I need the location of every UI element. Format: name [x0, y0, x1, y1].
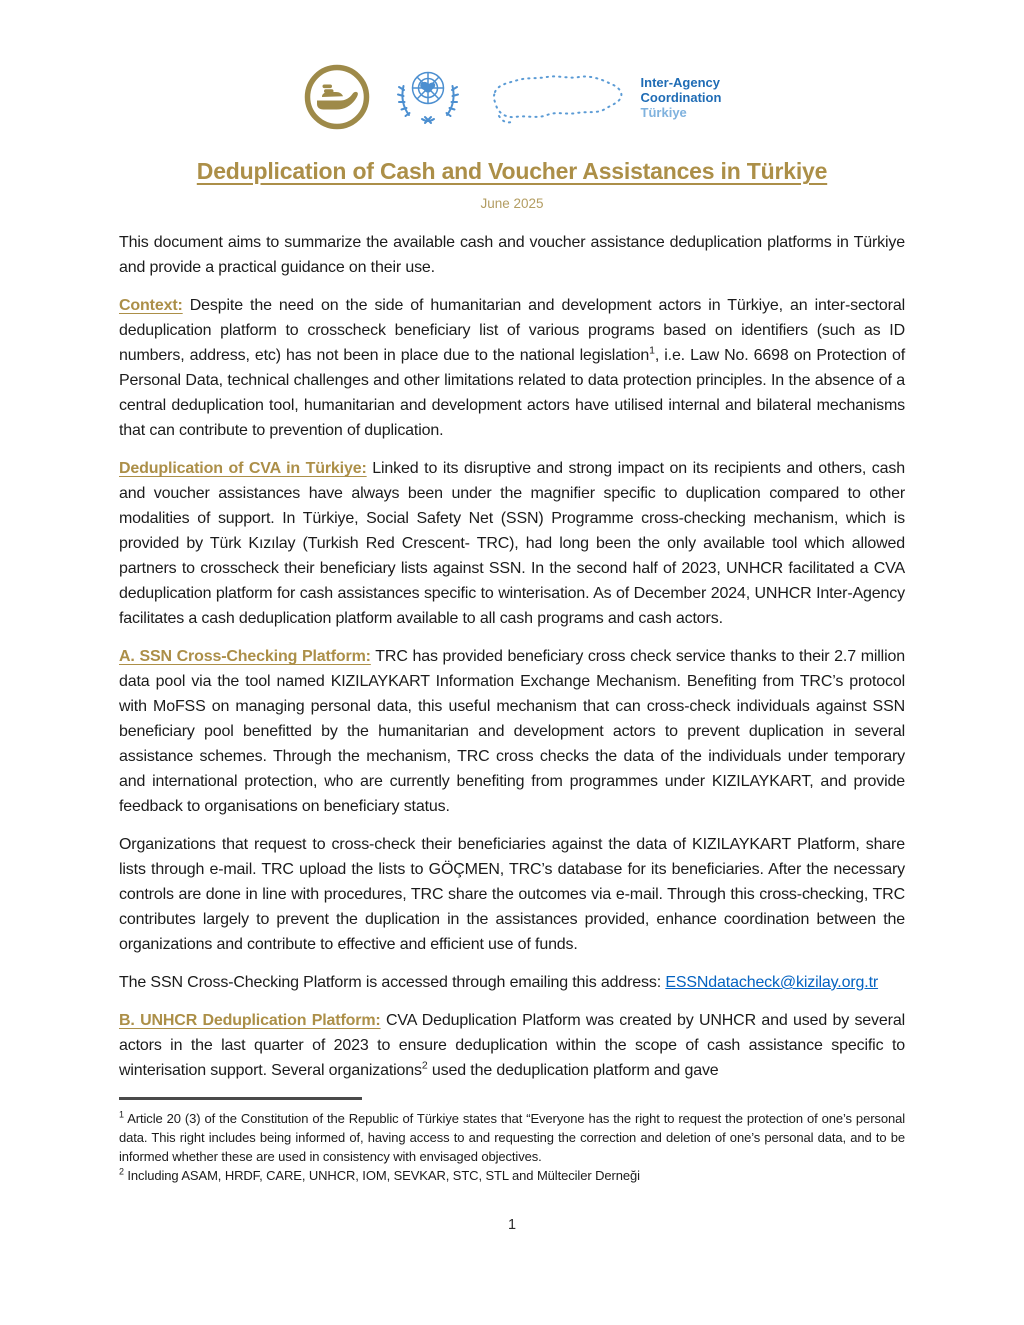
ssn-access-text: The SSN Cross-Checking Platform is accessed through emailing this address:	[119, 974, 666, 991]
footnote-2	[119, 1166, 905, 1185]
header-logos	[119, 50, 905, 144]
ssn-access-paragraph	[119, 970, 905, 995]
turkiye-map-icon	[485, 60, 631, 134]
footnote-2-marker: 2	[119, 1166, 124, 1177]
interagency-coordination-logo	[485, 60, 722, 134]
essn-datacheck-email-link[interactable]: ESSNdatacheck@kizilay.org.tr	[665, 974, 879, 991]
document-date: June 2025	[480, 196, 544, 211]
organizations-paragraph	[119, 832, 905, 957]
section-a-text: TRC has provided beneficiary cross check service thanks to their 2.7 million data pool via the tool named KIZILAYKART Information Exchange Mechanism. Benefiting from TRC’s protocol with MoFSS on managing personal data, this useful mechanism that can cross-check individuals against SSN beneficiary pool benefitted by the humanitarian and development actors to prevent duplication in several assistance schemes. Through the mechanism, TRC cross checks the data of the individuals under temporary and international protection, who are currently benefiting from programmes under KIZILAYKART, and provide feedback to organisations on beneficiary status.	[119, 648, 905, 815]
page-number: 1	[507, 1217, 517, 1233]
section-a-heading: A. SSN Cross-Checking Platform:	[119, 648, 371, 665]
cash-assistance-logo	[303, 63, 371, 131]
context-text: Despite the need on the side of humanitarian and development actors in Türkiye, an inter-sectoral deduplication platform to crosscheck beneficiary list of various programs based on identifiers (such as ID numbers, address, etc) has not been in place due to the national legislation	[119, 297, 905, 364]
interagency-line1: Inter-Agency	[640, 74, 721, 90]
section-b-text-cont: used the deduplication platform and gave	[427, 1062, 719, 1079]
intro-text: This document aims to summarize the available cash and voucher assistance deduplication platforms in Türkiye and provide a practical guidance on their use.	[119, 234, 905, 276]
context-text-cont: , i.e. Law No. 6698 on Protection of Personal Data, technical challenges and other limitations related to data protection principles. In the absence of a central deduplication tool, humanitarian and development actors have utilised internal and bilateral mechanisms that can contribute to prevention of duplication.	[119, 347, 905, 439]
document-title: Deduplication of Cash and Voucher Assistances in Türkiye	[196, 158, 828, 184]
footnote-divider	[119, 1097, 362, 1100]
section-a-paragraph	[119, 644, 905, 819]
united-nations-logo	[395, 61, 461, 133]
dedup-cva-heading: Deduplication of CVA in Türkiye:	[119, 460, 367, 477]
intro-paragraph	[119, 230, 905, 280]
context-heading: Context:	[119, 297, 183, 314]
interagency-coordination-text	[641, 75, 722, 120]
footnote-1-marker: 1	[119, 1109, 124, 1120]
footnote-ref-1: 1	[649, 344, 655, 357]
organizations-text: Organizations that request to cross-check their beneficiaries against the data of KIZILAYKART Platform, share lists through e-mail. TRC upload the lists to GÖÇMEN, TRC’s database for its beneficiaries. After the necessary controls are done in line with procedures, TRC share the outcomes via e-mail. Through this cross-checking, TRC contributes largely to prevent the duplication in the assistances provided, enhance coordination between the organizations and contribute to effective and efficient use of funds.	[119, 836, 905, 953]
footnote-1	[119, 1109, 905, 1166]
footnote-ref-2: 2	[421, 1059, 428, 1072]
dedup-cva-text: Linked to its disruptive and strong impact on its recipients and others, cash and voucher assistances have always been under the magnifier specific to duplication compared to other modalities of support. In Türkiye, Social Safety Net (SSN) Programme cross-checking mechanism, which is provided by Türk Kızılay (Turkish Red Crescent- TRC), had long been the only available tool which allowed partners to crosscheck their beneficiary lists against SSN. In the second half of 2023, UNHCR facilitated a CVA deduplication platform for cash assistances specific to winterisation. As of December 2024, UNHCR Inter-Agency facilitates a cash deduplication platform available to all cash programs and cash actors.	[119, 460, 905, 627]
interagency-line2: Coordination	[640, 89, 722, 105]
context-paragraph	[119, 293, 905, 443]
dedup-cva-paragraph	[119, 456, 905, 631]
section-b-paragraph	[119, 1008, 905, 1083]
footnote-2-text: Including ASAM, HRDF, CARE, UNHCR, IOM, SEVKAR, STC, STL and Mülteciler Derneği	[123, 1168, 640, 1183]
section-b-heading: B. UNHCR Deduplication Platform:	[119, 1012, 381, 1029]
section-b-text: CVA Deduplication Platform was created by UNHCR and used by several actors in the last quarter of 2023 to ensure deduplication within the scope of cash assistance specific to winterisation support. Several organizations	[119, 1012, 905, 1079]
un-emblem-icon	[395, 61, 461, 133]
cash-in-hand-icon	[303, 63, 371, 131]
interagency-line3: Türkiye	[640, 104, 687, 120]
footnote-1-text: Article 20 (3) of the Constitution of the Republic of Türkiye states that “Everyone has the right to request the protection of one’s personal data. This right includes being informed of, having access to and requesting the correction and deletion of one’s personal data, and to be informed whether these are used in consistency with envisaged objectives.	[119, 1111, 905, 1164]
